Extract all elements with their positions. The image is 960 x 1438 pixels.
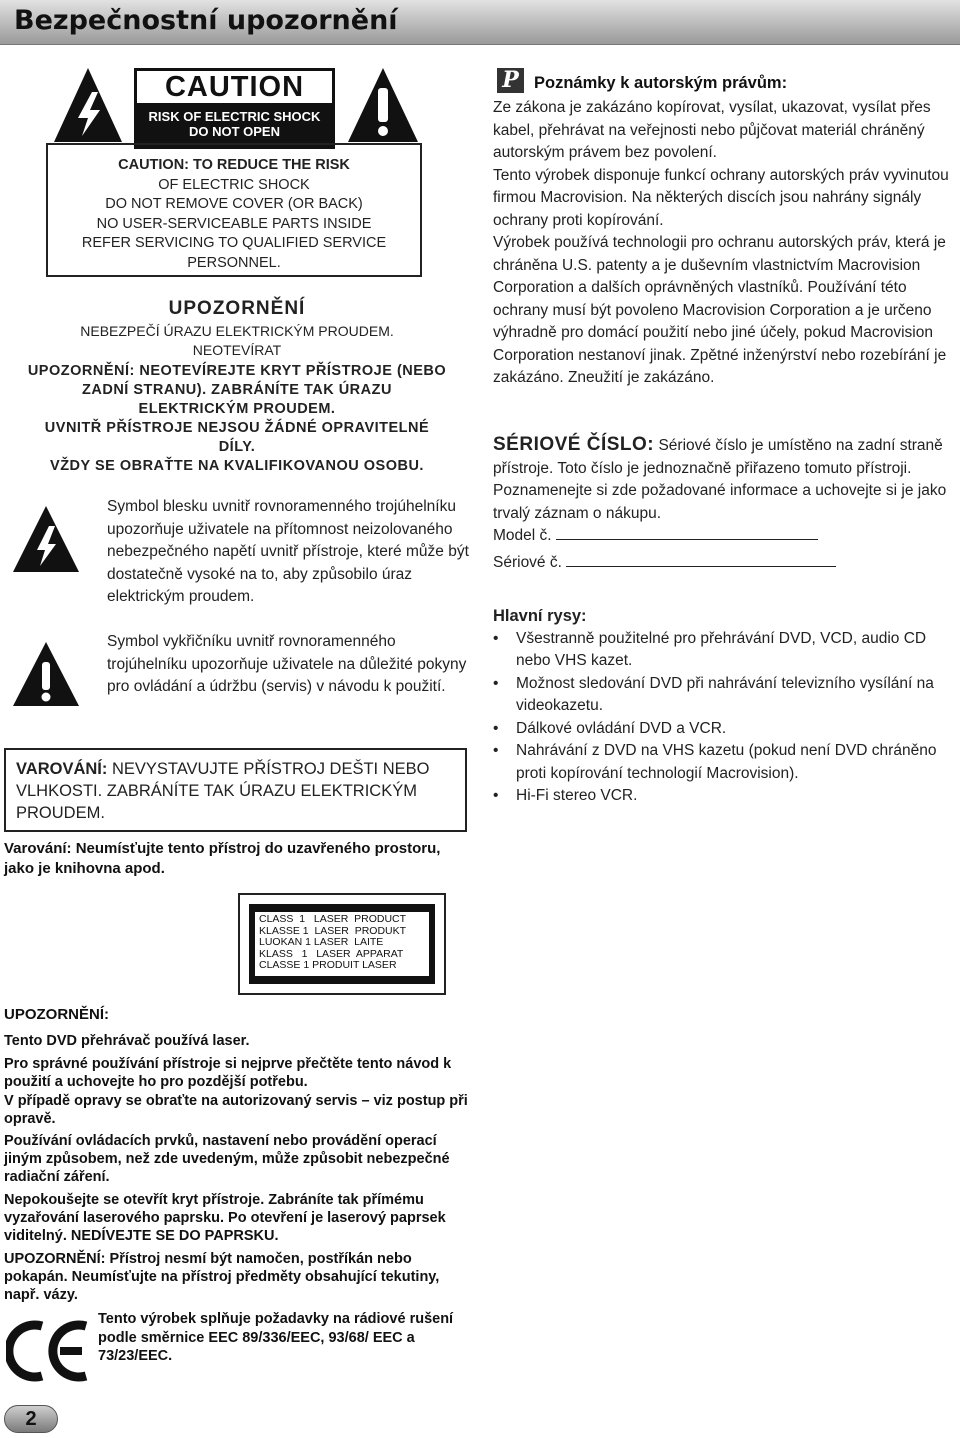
laser-label-text [255,912,429,976]
lightning-symbol-text: Symbol blesku uvnitř rovnoramenného trojúhelníku upozorňuje uživatele na přítomnost neizolovaného nebezpečného napětí uvnitř přístroje, které může být dostatečně vysoké na to, aby způsobilo úraz elektrickým proudem. [107,498,469,605]
caution-text-line: OF ELECTRIC SHOCK [158,176,310,193]
serial-text: Sériové číslo je umístěno na zadní straně přístroje. Toto číslo je jednoznačně přiřazeno tomuto přístroji. Poznamenejte si zde požadované informace a uchovejte si je jako trvalý záznam o nákupu. [493,437,947,522]
serial-line [493,552,955,575]
bullet: • [493,629,499,647]
feature-text: Všestranně použitelné pro přehrávání DVD, VCD, audio CD nebo VHS kazet. [516,629,927,669]
caution-text-line: CAUTION: TO REDUCE THE RISK [118,157,350,173]
lightning-warning-icon [52,66,124,144]
caution-text-line: REFER SERVICING TO QUALIFIED SERVICE [81,235,387,251]
caution-label-title: CAUTION [137,71,332,103]
copyright-title: Poznámky k autorským právům: [534,74,788,92]
placement-warning: Varování: Neumísťujte tento přístroj do uzavřeného prostoru, jako je knihovna apod. [4,840,441,877]
bullet: • [493,742,499,759]
upozorneni-bold-line: VŽDY SE OBRAŤTE NA KVALIFIKOVANOU OSOBU. [50,458,424,474]
laser-label-line: CLASSE 1 PRODUIT LASER [259,959,397,971]
model-line [493,525,955,548]
laser-warning-p6: UPOZORNĚNÍ: Přístroj nesmí být namočen, postříkán nebo pokapán. Neumísťujte na přístroj předměty obsahující tekutiny, např. vázy. [4,1251,440,1303]
copyright-p-icon: P [497,68,524,93]
upozorneni-line: NEBEZPEČÍ ÚRAZU ELEKTRICKÝM PROUDEM. [80,323,394,339]
features-section [493,605,955,808]
upozorneni-bold-line: ZADNÍ STRANU). ZABRÁNÍTE TAK ÚRAZU [82,382,392,398]
copyright-section [493,97,955,390]
upozorneni-bold-line: UVNITŘ PŘÍSTROJE NEJSOU ŽÁDNÉ OPRAVITELNÉ [44,420,430,436]
bullet: • [493,787,499,804]
laser-warning-title: UPOZORNĚNÍ: [4,1006,109,1023]
bullet: • [493,719,499,737]
feature-text: Nahrávání z DVD na VHS kazetu (pokud není DVD chráněno proti kopírování technologií Macrovision). [516,742,937,782]
laser-warning-p1: Tento DVD přehrávač používá laser. [4,1033,250,1049]
laser-warning-p4: Používání ovládacích prvků, nastavení nebo provádění operací jiným způsobem, než zde uvedeným, může způsobit nebezpečné radiační záření. [4,1133,450,1185]
warning-text: NEVYSTAVUJTE PŘÍSTROJ DEŠTI NEBO VLHKOSTI. ZABRÁNÍTE TAK ÚRAZU ELEKTRICKÝM PROUDEM. [16,760,430,822]
warning-label: VAROVÁNÍ: [16,760,108,778]
upozorneni-bold-line: ELEKTRICKÝM PROUDEM. [138,401,336,417]
upozorneni-text [2,322,472,360]
caution-text [46,156,422,273]
laser-warning-p3: V případě opravy se obraťte na autorizovaný servis – viz postup při opravě. [4,1093,468,1127]
model-label: Model č. [493,527,552,544]
serial-title: SÉRIOVÉ ČÍSLO: [493,434,655,455]
caution-label [134,68,335,149]
copyright-paragraph: Výrobek používá technologii pro ochranu autorských práv, která je chráněna U.S. patenty a je duševním vlastnictvím Macrovision Corporation a dalších oprávněných vlastníků. Používání této ochrany musí být povoleno Macrovision Corporation a je určeno výhradně pro domácí použití nebo jiné účely, pokud Macrovision Corporation nestanoví jinak. Zpětné inženýrství nebo rozebírání je zakázáno. Zneužití je zakázáno. [493,234,947,386]
serial-section [493,434,955,574]
serial-paragraph [493,434,955,525]
caution-label-subtitle-2: DO NOT OPEN [188,124,280,139]
laser-class-label [238,893,446,995]
upozorneni-bold-line: DÍLY. [218,439,256,455]
page-number: 2 [4,1405,58,1433]
caution-text-line: DO NOT REMOVE COVER (OR BACK) [105,196,363,212]
feature-item [493,785,955,808]
rain-warning-box [4,748,467,832]
features-title: Hlavní rysy: [493,607,587,625]
feature-item [493,718,955,741]
feature-text: Hi-Fi stereo VCR. [516,787,638,804]
page-header [0,0,960,45]
laser-warning-p5: Nepokoušejte se otevřít kryt přístroje. Zabráníte tak přímému vyzařování laserového paprsku. Po otevření je laserový paprsek viditelný. NEDÍVEJTE SE DO PAPRSKU. [4,1192,446,1244]
model-number-field [556,525,818,540]
feature-text: Dálkové ovládání DVD a VCR. [516,719,727,737]
laser-label-line: CLASS 1 LASER PRODUCT [259,913,407,925]
feature-item [493,740,955,785]
bullet: • [493,674,499,692]
upozorneni-bold-line: UPOZORNĚNÍ: NEOTEVÍREJTE KRYT PŘÍSTROJE (NEBO [27,363,447,379]
serial-number-field [566,552,836,567]
page-title: Bezpečnostní upozornění [14,5,398,36]
exclamation-symbol-text: Symbol vykřičníku uvnitř rovnoramenného trojúhelníku upozorňuje uživatele na důležité pokyny pro ovládání a údržbu (servis) v návodu k použití. [107,633,467,695]
feature-item [493,673,955,718]
upozorneni-line: NEOTEVÍRAT [192,342,282,358]
lightning-symbol-icon [11,504,81,574]
exclamation-warning-icon [346,66,420,144]
copyright-paragraph: Tento výrobek disponuje funkcí ochrany autorských práv vyvinutou firmou Macrovision. Na některých discích jsou nahrány signály ochrany proti kopírování. [493,166,949,229]
caution-text-line: NO USER-SERVICEABLE PARTS INSIDE [96,215,372,232]
laser-label-line: LUOKAN 1 LASER LAITE [259,936,384,948]
ce-compliance-text: Tento výrobek splňuje požadavky na rádiové rušení podle směrnice EEC 89/336/EEC, 93/68/ EEC a 73/23/EEC. [98,1311,454,1364]
feature-item [493,628,955,673]
ce-mark-icon [6,1318,90,1384]
laser-label-line: KLASS 1 LASER APPARAT [259,947,404,960]
upozorneni-bold-text [2,362,472,476]
laser-label-line: KLASSE 1 LASER PRODUKT [259,924,407,937]
laser-warning-p2: Pro správné používání přístroje si nejprve přečtěte tento návod k použití a uchovejte ho pro pozdější potřebu. [4,1056,452,1090]
upozorneni-title: UPOZORNĚNÍ [168,298,306,319]
caution-text-line: PERSONNEL. [187,254,281,271]
serial-label: Sériové č. [493,553,562,571]
exclamation-symbol-icon [11,640,81,708]
caution-label-subtitle-1: RISK OF ELECTRIC SHOCK [148,109,321,124]
laser-label-frame [249,904,435,984]
feature-text: Možnost sledování DVD při nahrávání televizního vysílání na videokazetu. [516,674,934,714]
copyright-paragraph: Ze zákona je zakázáno kopírovat, vysílat, ukazovat, vysílat přes kabel, přehrávat na veřejnosti nebo půjčovat materiál chráněný autorským právem bez povolení. [493,99,931,161]
features-list [493,628,955,808]
